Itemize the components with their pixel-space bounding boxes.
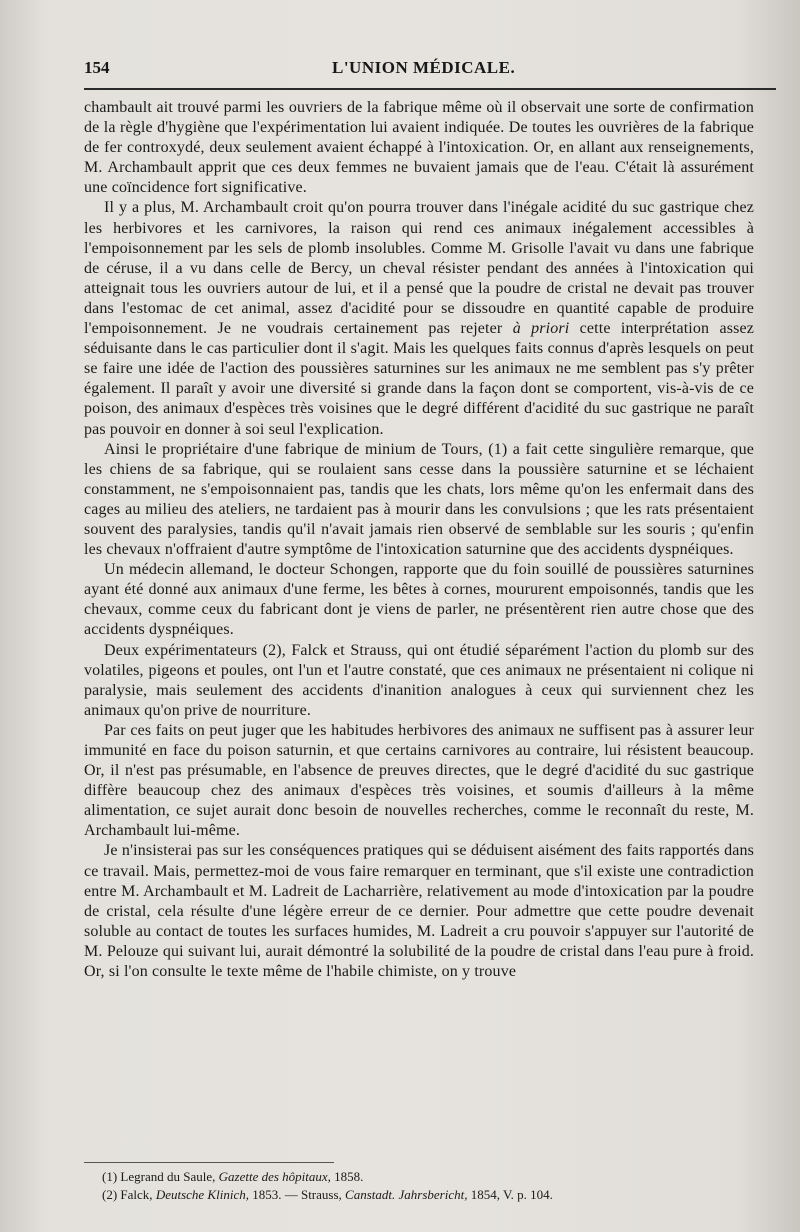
footnote-text: 1854, V. p. 104. [470, 1187, 553, 1202]
paragraph: Deux expérimentateurs (2), Falck et Strauss, qui ont étudié séparément l'action du plomb sur des volatiles, pigeons et poules, ont l'un et l'autre constaté, que ces animaux ne présentaient ni colique ni paralysie, mais seulement des accidents d'inanition analogues à ceux qui surviennent chez les animaux qu'on prive de nourriture. [84, 641, 754, 719]
footnotes [102, 1168, 752, 1204]
footnote-journal: Gazette des hôpitaux, [218, 1169, 331, 1184]
footnote-journal: Deutsche Klinich, [155, 1187, 249, 1202]
footnote-author: Legrand du Saule, [120, 1169, 216, 1184]
paragraph: Un médecin allemand, le docteur Schongen, rapporte que du foin souillé de poussières saturnines ayant été donné aux animaux d'une ferme, les bêtes à cornes, moururent empoisonnés, tandis que les chevaux, comme ceux du fabricant dont je viens de parler, ne présentèrent rien autre chose que des accidents dyspnéiques. [84, 561, 754, 639]
paragraph: Ainsi le propriétaire d'une fabrique de minium de Tours, (1) a fait cette singulière remarque, que les chiens de sa fabrique, qui se roulaient sans cesse dans la poussière saturnine et se léchaient constamment, ne s'empoisonnaient pas, tandis que les chats, lors même qu'on les enfermait dans des cages au milieu des ateliers, ne tardaient pas à mourir dans les convulsions ; que les rats présentaient souvent des paralysies, tandis qu'il n'avait jamais rien observé de semblable sur les souris ; qu'enfin les chevaux n'offraient d'autre symptôme de l'intoxication saturnine que des accidents dyspnéiques. [84, 440, 754, 559]
italic-phrase: à priori [512, 320, 570, 338]
running-head: L'UNION MÉDICALE. [332, 58, 516, 77]
footnote-year: 1858. [334, 1169, 364, 1184]
body-text [84, 98, 754, 982]
footnote-author: Falck, [120, 1187, 153, 1202]
paragraph: Par ces faits on peut juger que les habitudes herbivores des animaux ne suffisent pas à assurer leur immunité en face du poison saturnin, et que certains carnivores au contraire, lui résistent beaucoup. Or, il n'est pas présumable, en l'absence de preuves directes, que le degré d'acidité du suc gastrique diffère beaucoup chez des animaux d'espèces très voisines, et soumis d'ailleurs à la même alimentation, ce sujet aurait donc besoin de nouvelles recherches, comme le reconnaît du reste, M. Archambault lui-même. [84, 721, 754, 840]
footnote-2 [102, 1186, 752, 1204]
page-number: 154 [84, 58, 110, 77]
paragraph: Je n'insisterai pas sur les conséquences pratiques qui se déduisent aisément des faits rapportés dans ce travail. Mais, permettez-moi de vous faire remarquer en terminant, que s'il existe une contradiction entre M. Archambault et M. Ladreit de Lacharrière, relativement au mode d'intoxication par la poudre de cristal, cela résulte d'une légère erreur de ce dernier. Pour admettre que cette poudre devenait soluble au contact de toutes les surfaces humides, M. Ladreit a cru pouvoir s'appuyer sur l'autorité de M. Pelouze qui suivant lui, aurait démontré la solubilité de la poudre de cristal dans l'eau pure à froid. Or, si l'on consulte le texte même de l'habile chimiste, on y trouve [84, 842, 754, 981]
footnote-marker: (2) [102, 1187, 118, 1202]
paragraph: chambault ait trouvé parmi les ouvriers de la fabrique même où il observait une sorte de confirmation de la règle d'hygiène que l'expérimentation lui avaient indiquée. De toutes les ouvrières de la fabrique de fer controxydé, deux seulement avaient échappé à l'intoxication. Or, en allant aux renseignements, M. Archambault apprit que ces deux femmes ne buvaient jamais que de l'eau. C'était là assurément une coïncidence fort significative. [84, 99, 754, 197]
footnote-journal: Canstadt. Jahrsbericht, [345, 1187, 468, 1202]
header-rule [84, 88, 776, 90]
footnote-rule [84, 1162, 334, 1163]
footnote-marker: (1) [102, 1169, 118, 1184]
footnote-1 [102, 1168, 752, 1186]
footnote-text: 1853. — Strauss, [252, 1187, 342, 1202]
paragraph: Il y a plus, M. Archambault croit qu'on pourra trouver dans l'inégale acidité du suc gastrique chez les herbivores et les carnivores, la raison qui rend ces animaux inégalement accessibles à l'empoisonnement par les sels de plomb insolubles. Comme M. Grisolle l'avait vu dans une fabrique de céruse, il a vu dans celle de Bercy, un cheval résister pendant des années à l'intoxication qui atteignait tous les ouvriers autour de lui, et il a pensé que la poudre de cristal ne devait pas trouver dans l'estomac de cet animal, assez d'acidité pour se dissoudre en quantité capable de produire l'empoisonnement. Je ne voudrais certainement pas rejeter à priori cette interprétation assez séduisante dans le cas particulier dont il s'agit. Mais les quelques faits connus d'après lesquels on peut se faire une idée de l'action des poussières saturnines sur les animaux ne me semblent pas s'y prêter également. Il paraît y avoir une diversité si grande dans la façon dont se comportent, vis-à-vis de ce poison, des animaux d'espèces très voisines que le degré différent d'acidité du suc gastrique ne paraît pas pouvoir en donner à soi seul l'explication. [84, 199, 754, 438]
page-header [84, 58, 774, 82]
